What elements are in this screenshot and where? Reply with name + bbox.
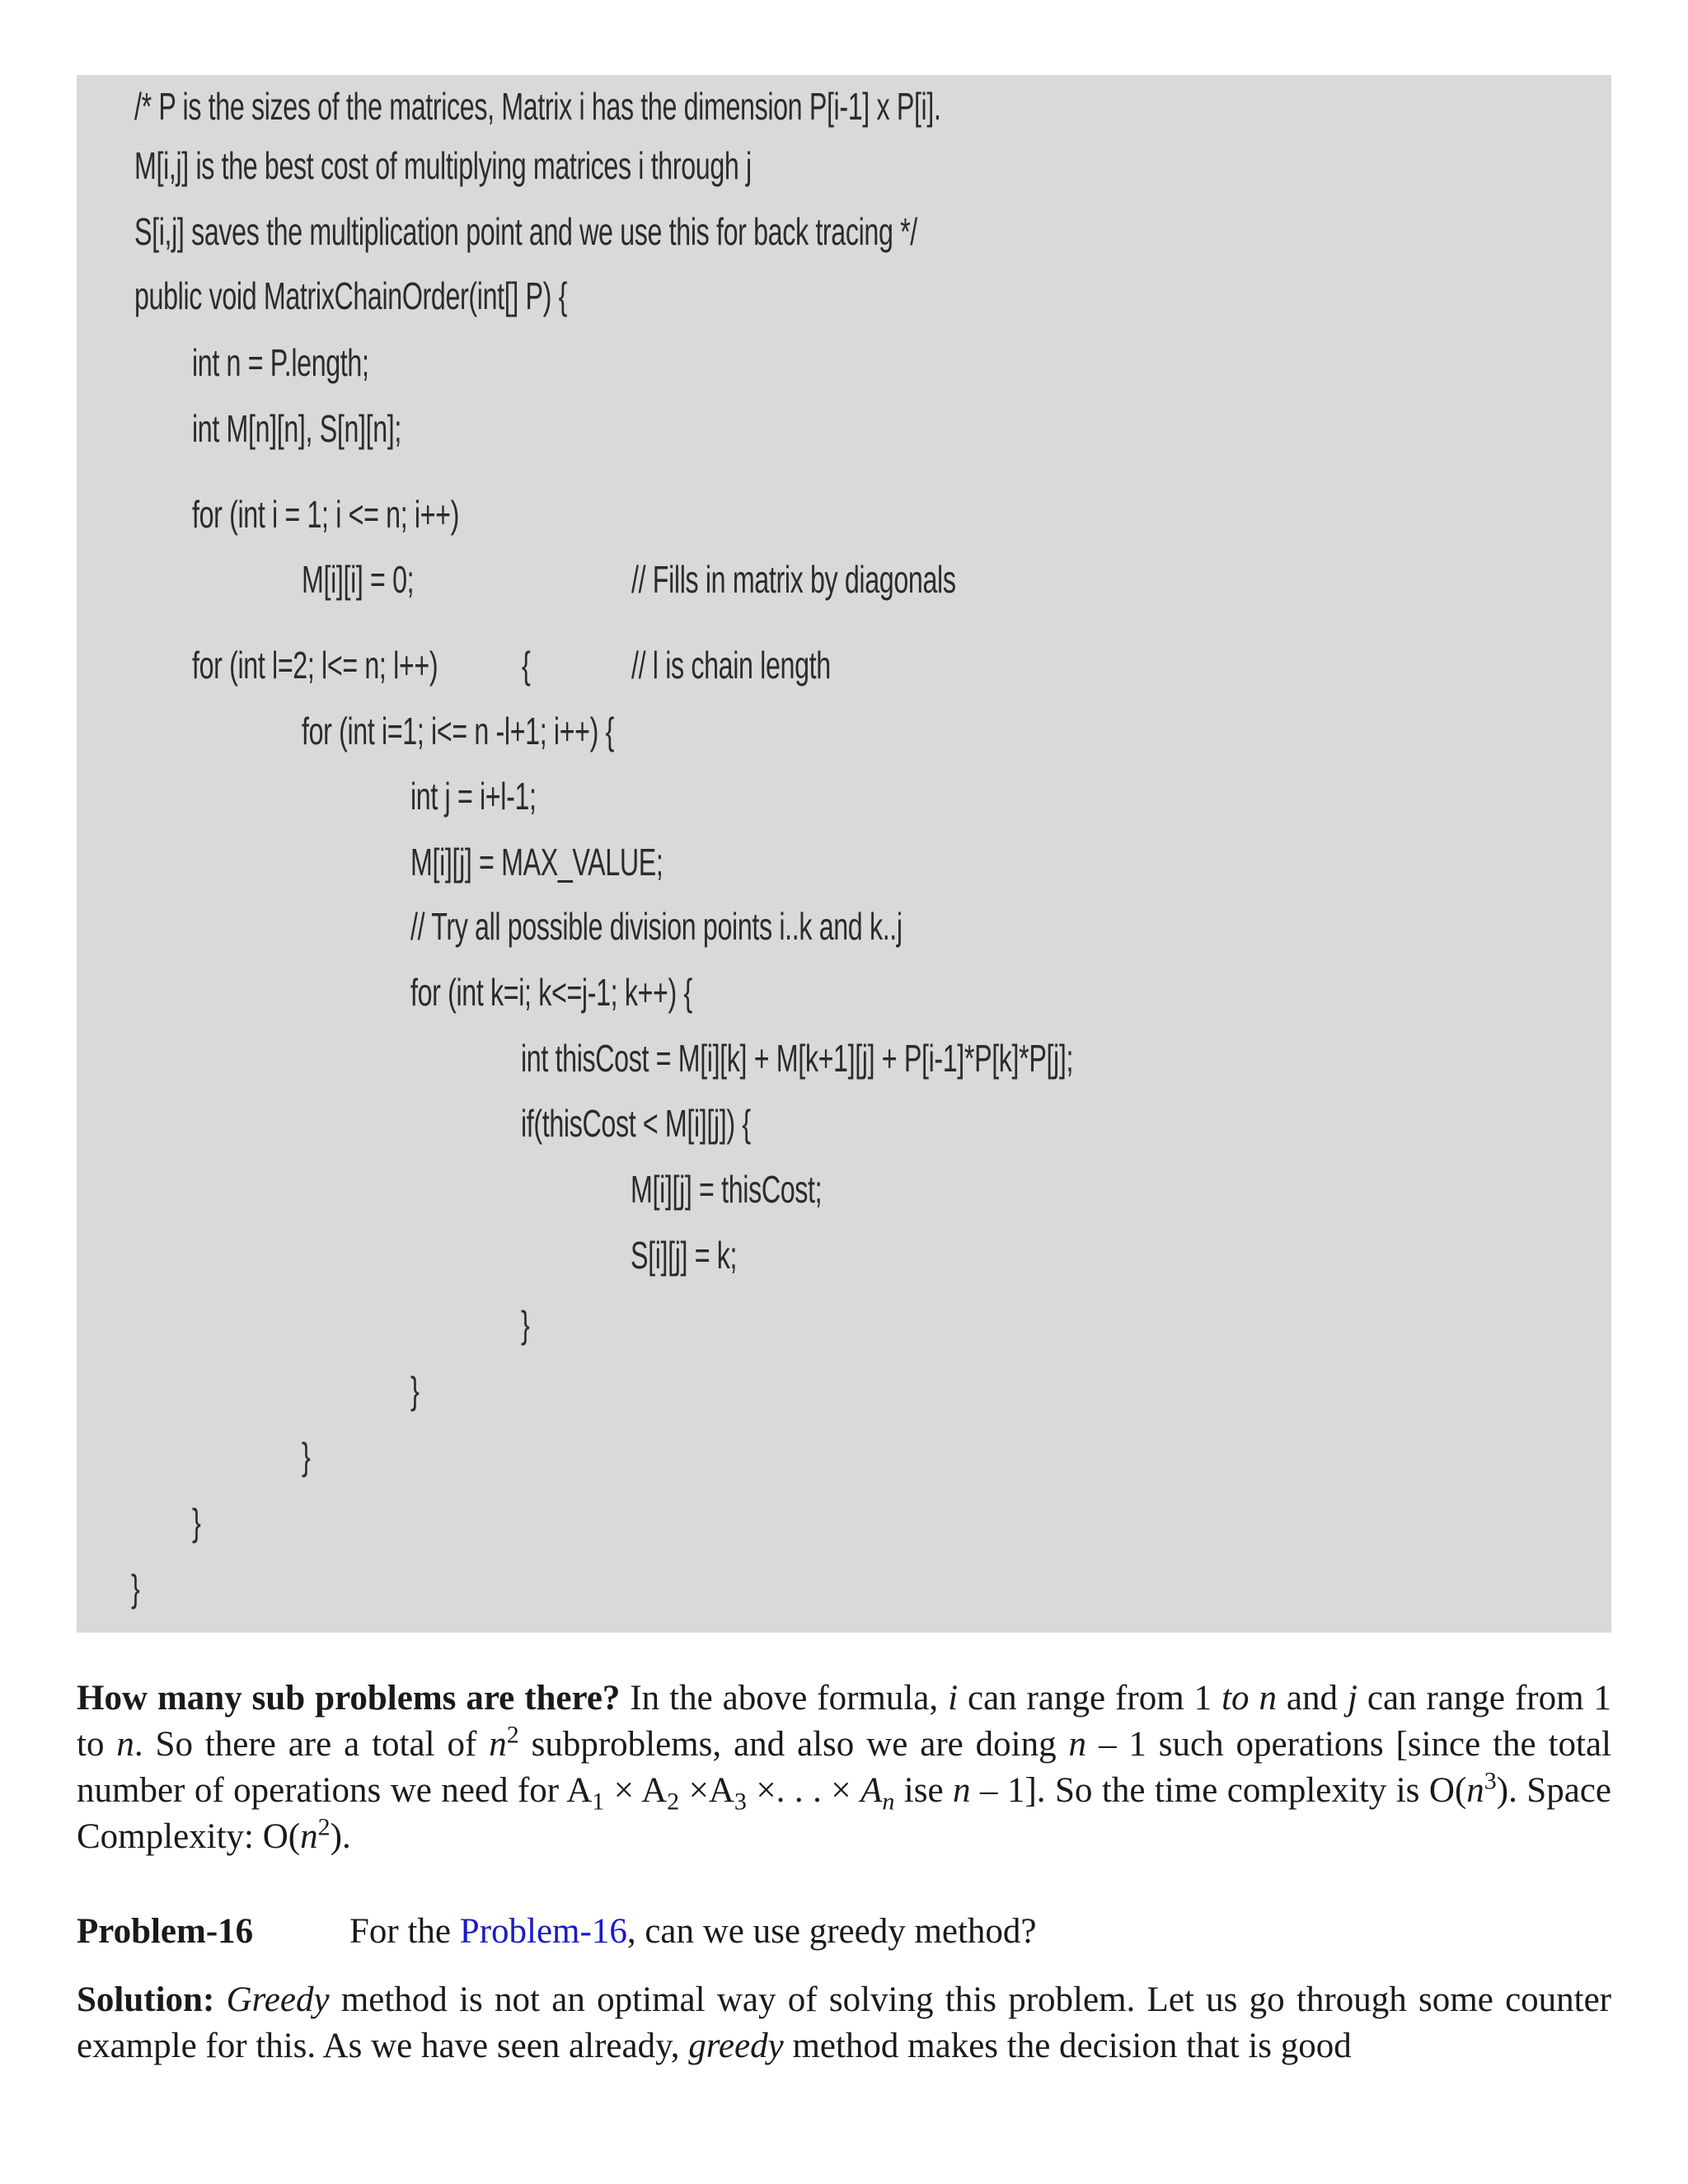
code-line: S[i,j] saves the multiplication point and we use this for back tracing */ [134, 210, 917, 253]
solution-label: Solution: [77, 1980, 215, 2019]
code-line: /* P is the sizes of the matrices, Matrix i has the dimension P[i-1] x P[i]. [134, 85, 941, 128]
code-line: for (int l=2; l<= n; l++) [192, 644, 438, 687]
code-comment: // l is chain length [631, 644, 831, 687]
code-comment: // Fills in matrix by diagonals [631, 558, 956, 601]
solution-paragraph: Solution: Greedy method is not an optimal way of solving this problem. Let us go through some counter example for this. As we have seen already, greedy method makes the decision that is good [77, 1980, 1612, 2065]
problem-label: Problem-16 [77, 1912, 254, 1951]
code-brace: } [131, 1567, 140, 1610]
code-brace: } [192, 1501, 201, 1544]
code-line: int n = P.length; [192, 341, 369, 384]
code-listing [77, 75, 1611, 1633]
code-line: if(thisCost < M[i][j]) { [521, 1102, 751, 1145]
code-line: for (int i = 1; i <= n; i++) [192, 493, 460, 536]
code-brace: } [302, 1435, 311, 1478]
complexity-paragraph: How many sub problems are there? In the above formula, i can range from 1 to n and j can range from 1 to n. So there are a total of $n^2$ subproblems, and also we are doing n – 1 such operations [since the total number of operations we need for $A_1 \times A_2 \times A_3$ ×. . . × $A_n$ ise n – 1]. So the time complexity is $O(n^3)$. Space Complexity: $O(n^2)$. [77, 1679, 1611, 1856]
code-line: M[i][j] = MAX_VALUE; [410, 841, 663, 883]
code-line: M[i,j] is the best cost of multiplying matrices i through j [134, 144, 752, 187]
paragraph-heading: How many sub problems are there? [77, 1679, 621, 1718]
code-brace: } [521, 1303, 530, 1346]
code-line: for (int k=i; k<=j-1; k++) { [410, 971, 692, 1014]
code-brace: { [522, 644, 531, 687]
problem-link[interactable]: Problem-16 [459, 1912, 627, 1951]
code-line: int j = i+l-1; [410, 775, 537, 818]
code-comment: // Try all possible division points i..k and k..j [410, 905, 903, 948]
code-line: M[i][i] = 0; [302, 558, 415, 601]
code-line: int thisCost = M[i][k] + M[k+1][j] + P[i-1]*P[k]*P[j]; [521, 1037, 1074, 1080]
code-line: public void MatrixChainOrder(int[] P) { [134, 274, 568, 317]
code-line: for (int i=1; i<= n -l+1; i++) { [302, 710, 614, 752]
code-line: M[i][j] = thisCost; [631, 1168, 823, 1211]
code-line: S[i][j] = k; [631, 1234, 738, 1277]
code-brace: } [410, 1369, 420, 1412]
code-line: int M[n][n], S[n][n]; [192, 407, 401, 450]
problem-question: For the Problem-16, can we use greedy method? [349, 1912, 1037, 1951]
